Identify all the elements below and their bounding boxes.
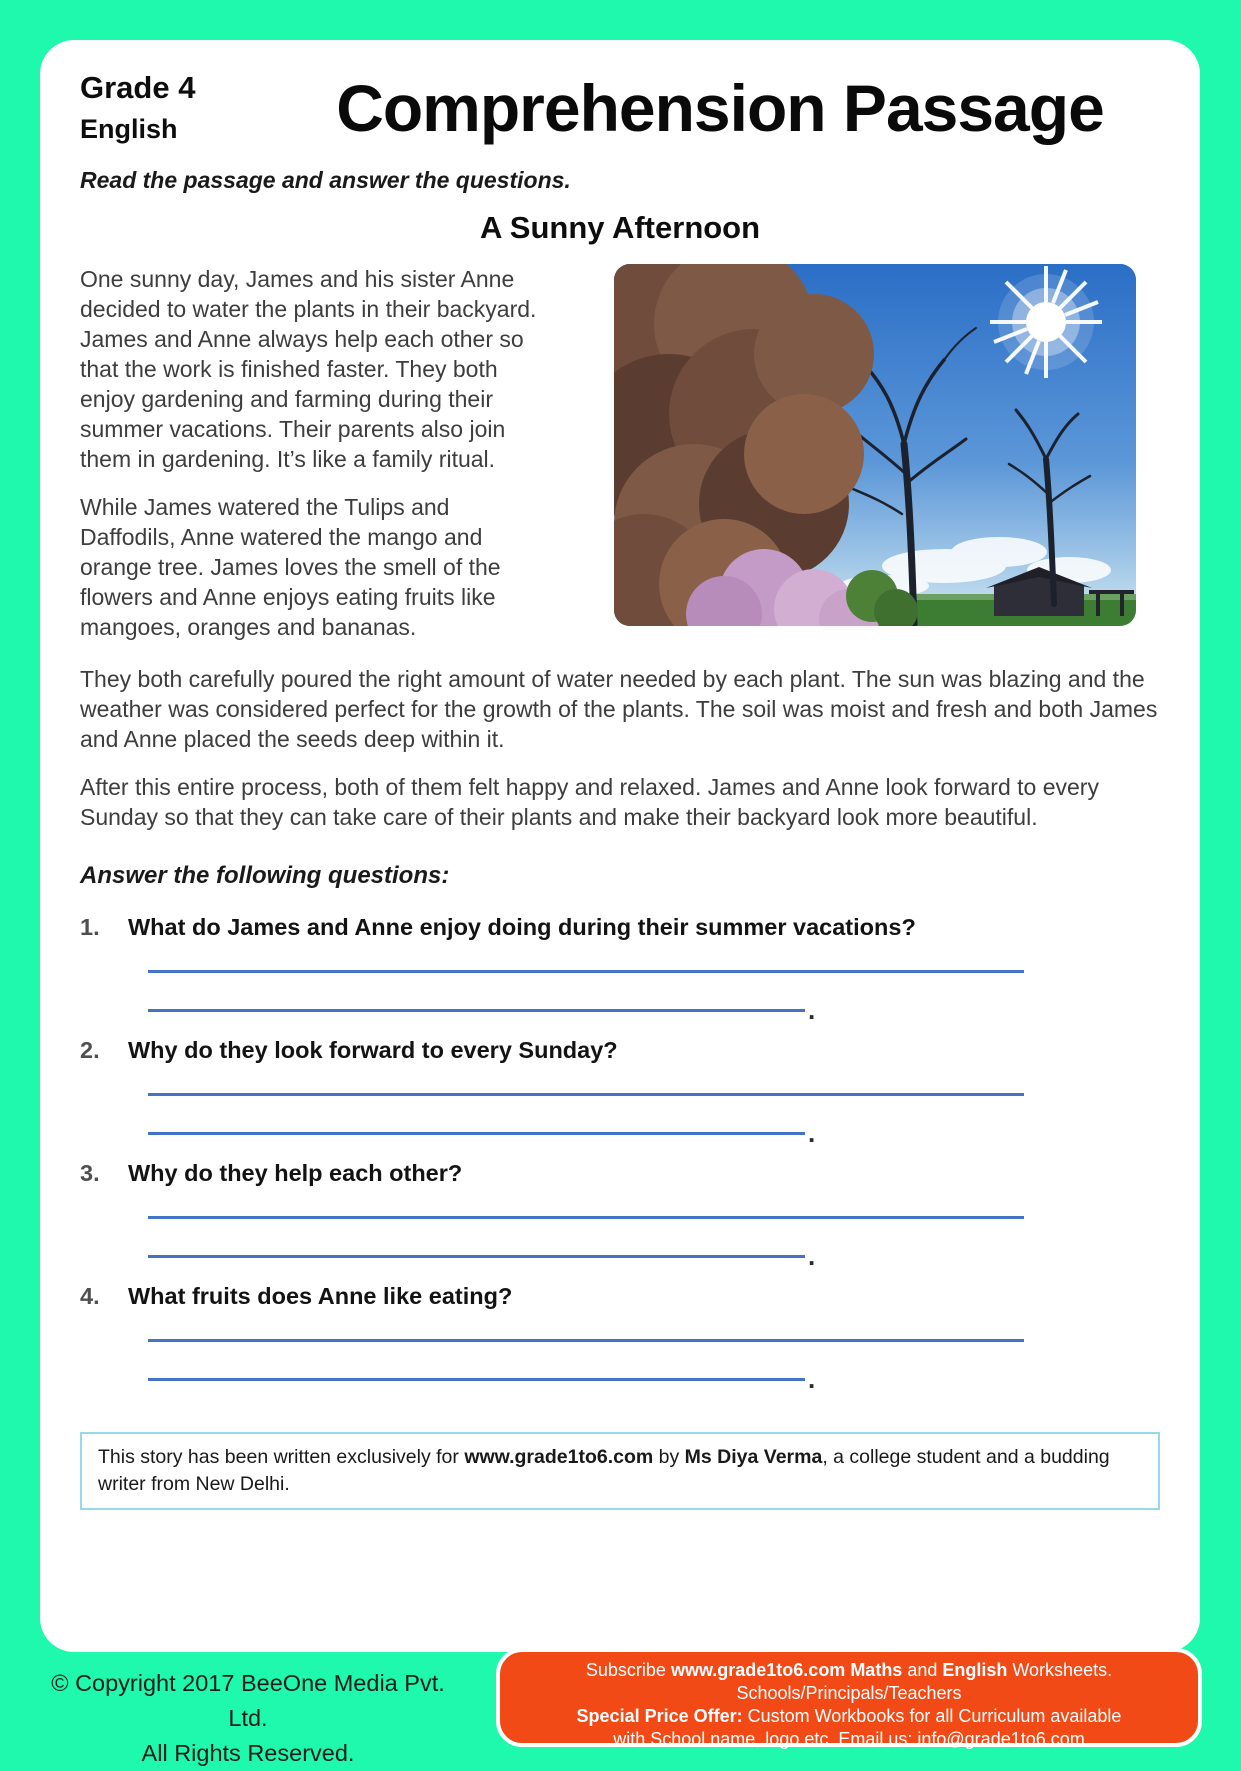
question-text: What do James and Anne enjoy doing during their summer vacations?: [128, 913, 916, 940]
question-number: 4.: [80, 1282, 100, 1309]
subscribe-line-1: Subscribe www.grade1to6.com Maths and English Worksheets.: [585, 1660, 1113, 1680]
passage-full-width: [80, 664, 1160, 832]
page-title: Comprehension Passage: [336, 71, 1104, 145]
subject-label: English: [80, 113, 178, 144]
question-text: Why do they look forward to every Sunday?: [128, 1036, 618, 1063]
note-text: by: [653, 1445, 685, 1468]
passage-paragraph-2: While James watered the Tulips and Daffodils, Anne watered the mango and orange tree. James loves the smell of the flowers and Anne enjoys eating fruits like mangoes, oranges and bananas.: [80, 493, 501, 640]
questions-heading: Answer the following questions:: [80, 861, 450, 889]
note-text: , a college student and a budding writer from New Delhi.: [98, 1445, 1110, 1495]
subscribe-line-2: Schools/Principals/Teachers: [736, 1683, 962, 1703]
grade-block: [80, 62, 280, 145]
footer-copyright: [48, 1666, 448, 1771]
question-2: 2. Why do they look forward to every Sunday? .: [80, 1035, 1160, 1142]
subscribe-line-4: with School name, logo etc. Email us: info@grade1to6.com: [613, 1729, 1085, 1749]
passage-left-column: [80, 264, 548, 660]
copyright-line-1: © Copyright 2017 BeeOne Media Pvt. Ltd.: [51, 1670, 445, 1731]
question-4: 4. What fruits does Anne like eating? .: [80, 1281, 1160, 1388]
header: [80, 62, 1160, 145]
sunny-afternoon-illustration: [614, 264, 1136, 626]
question-3: 3. Why do they help each other? .: [80, 1158, 1160, 1265]
passage-paragraph-3: They both carefully poured the right amount of water needed by each plant. The sun was blazing and the weather was considered perfect for the growth of the plants. The soil was moist and fresh and both James and Anne placed the seeds deep within it.: [80, 665, 1158, 752]
sun-icon: [990, 266, 1102, 378]
note-author-name: Ms Diya Verma: [684, 1445, 823, 1468]
passage-paragraph-4: After this entire process, both of them felt happy and relaxed. James and Anne look forward to every Sunday so that they can take care of their plants and make their backyard look more beautiful.: [80, 773, 1099, 830]
passage-columns: [80, 264, 1160, 660]
question-number: 2.: [80, 1036, 100, 1063]
instruction-text: Read the passage and answer the questions.: [80, 166, 571, 193]
passage-title: A Sunny Afternoon: [479, 209, 761, 245]
question-1: 1. What do James and Anne enjoy doing during their summer vacations? .: [80, 912, 1160, 1019]
question-number: 3.: [80, 1159, 100, 1186]
note-text: This story has been written exclusively for: [98, 1445, 465, 1468]
question-text: What fruits does Anne like eating?: [128, 1282, 513, 1309]
note-site-url: www.grade1to6.com: [464, 1445, 654, 1468]
answer-line: [148, 970, 1024, 973]
subscribe-site-url: www.grade1to6.com Maths: [670, 1660, 903, 1680]
answer-line: [148, 1339, 1024, 1342]
grade-label: Grade 4: [80, 70, 196, 105]
subscribe-banner: [496, 1648, 1202, 1747]
passage-photo: [614, 264, 1136, 626]
answer-line: [148, 1009, 805, 1012]
copyright-line-2: All Rights Reserved.: [141, 1740, 355, 1766]
author-note-box: [80, 1432, 1160, 1510]
question-number: 1.: [80, 913, 100, 940]
answer-line: [148, 1093, 1024, 1096]
worksheet-page: [40, 40, 1200, 1652]
subscribe-line-3: Special Price Offer: Custom Workbooks for all Curriculum available: [576, 1706, 1122, 1726]
passage-paragraph-1: One sunny day, James and his sister Anne decided to water the plants in their backyard. James and Anne always help each other so that the work is finished faster. They both enjoy gardening and farming during their summer vacations. Their parents also join them in gardening. It’s like a family ritual.: [80, 265, 537, 472]
answer-line: [148, 1255, 805, 1258]
answer-line: [148, 1378, 805, 1381]
answer-line: [148, 1216, 1024, 1219]
question-text: Why do they help each other?: [128, 1159, 463, 1186]
answer-line: [148, 1132, 805, 1135]
